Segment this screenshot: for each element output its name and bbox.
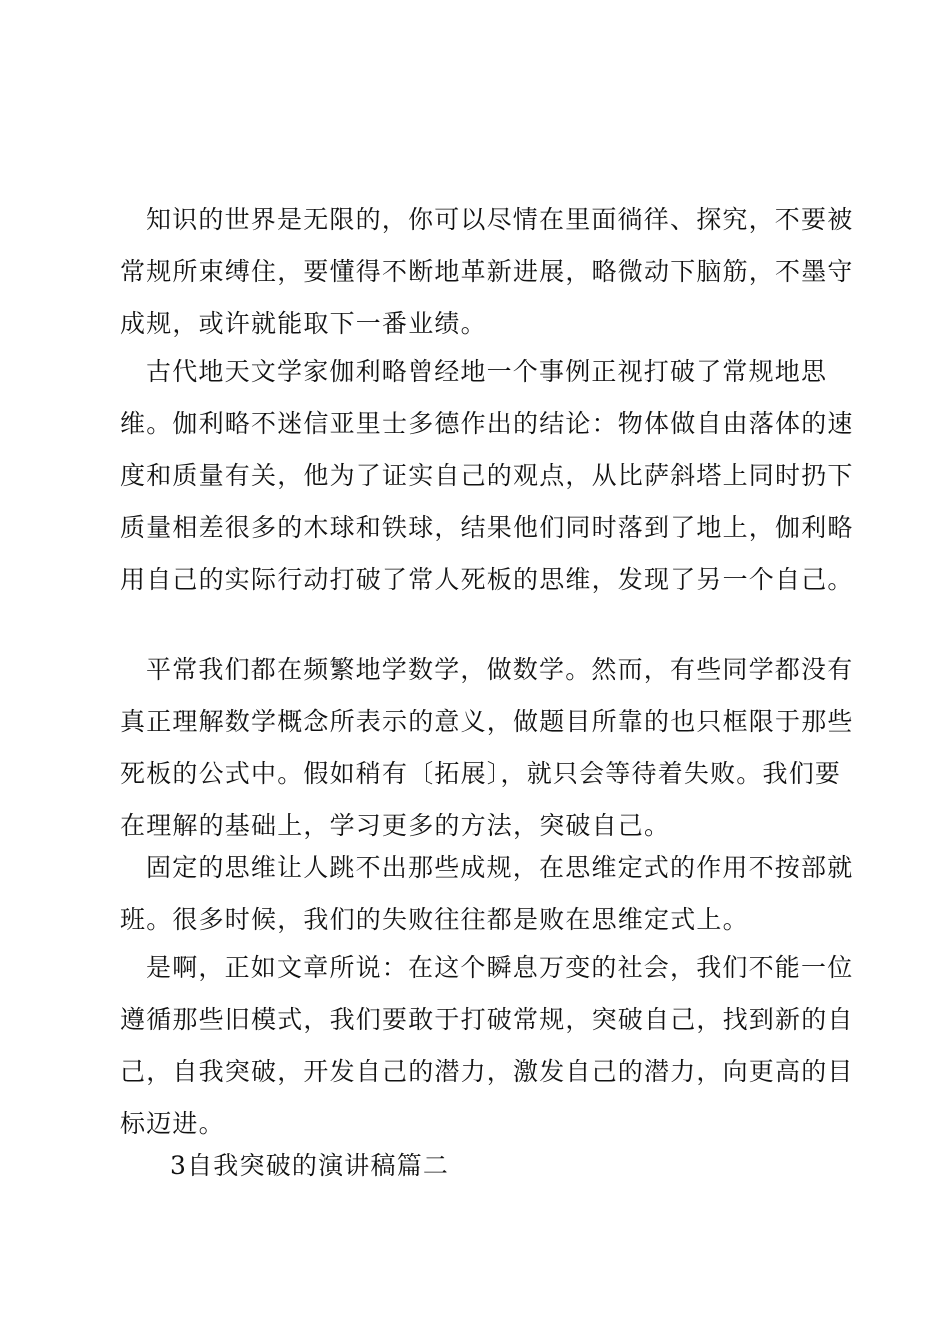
paragraph-conclusion: 是啊，正如文章所说：在这个瞬息万变的社会，我们不能一位遵循那些旧模式，我们要敢于打破常规，突破自己，找到新的自己，自我突破，开发自己的潜力，激发自己的潜力，向更高的目标迈进。 <box>120 953 854 1138</box>
paragraph-galileo: 古代地天文学家伽利略曾经地一个事例正视打破了常规地思维。伽利略不迷信亚里士多德作出的结论：物体做自由落体的速度和质量有关，他为了证实自己的观点，从比萨斜塔上同时扔下质量相差很多的木球和铁球，结果他们同时落到了地上，伽利略用自己的实际行动打破了常人死板的思维，发现了另一个自己。 <box>120 357 854 594</box>
paragraph-fixed-thinking: 固定的思维让人跳不出那些成规，在思维定式的作用不按部就班。很多时候，我们的失败往往都是败在思维定式上。 <box>120 853 854 934</box>
paragraph-knowledge-world: 知识的世界是无限的，你可以尽情在里面徜徉、探究，不要被常规所束缚住，要懂得不断地革新进展，略微动下脑筋，不墨守成规，或许就能取下一番业绩。 <box>120 205 854 338</box>
section-heading: 3自我突破的演讲稿篇二 <box>170 1151 450 1180</box>
paragraph-math-study: 平常我们都在频繁地学数学，做数学。然而，有些同学都没有真正理解数学概念所表示的意义，做题目所靠的也只框限于那些死板的公式中。假如稍有〔拓展〕，就只会等待着失败。我们要在理解的基础上，学习更多的方法，突破自己。 <box>120 655 854 840</box>
